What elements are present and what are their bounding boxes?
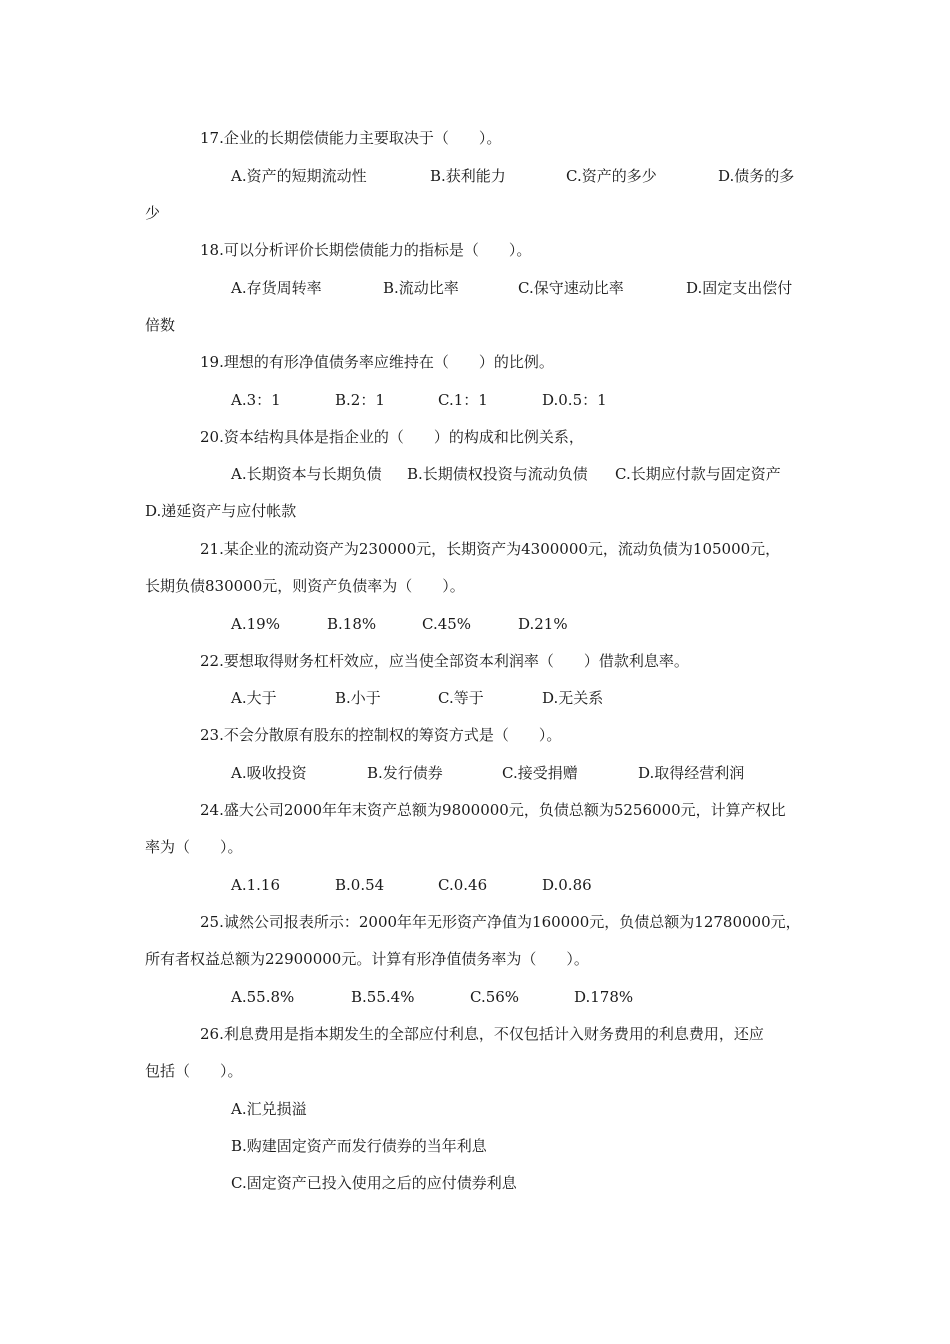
q19-option-c: C.1：1: [438, 391, 488, 409]
q24-option-a: A.1.16: [231, 876, 280, 894]
question-21-stem-line-1: 21.某企业的流动资产为230000元，长期资产为4300000元，流动负债为105000元，: [200, 540, 781, 558]
q24-option-d: D.0.86: [542, 876, 592, 894]
q21-option-c: C.45%: [422, 615, 472, 633]
q21-option-a: A.19%: [231, 615, 280, 633]
q26-option-c: C.固定资产已投入使用之后的应付债券利息: [231, 1174, 517, 1192]
q25-option-b: B.55.4%: [351, 988, 415, 1006]
q20-option-b: B.长期债权投资与流动负债: [407, 465, 588, 483]
q23-option-c: C.接受捐赠: [502, 764, 578, 782]
q18-option-c: C.保守速动比率: [518, 279, 624, 297]
question-19-stem: 19.理想的有形净值债务率应维持在（ ）的比例。: [200, 353, 554, 371]
q17-option-b: B.获利能力: [430, 167, 506, 185]
question-21-stem-line-2: 长期负债830000元，则资产负债率为（ ）。: [145, 577, 465, 595]
q23-option-d: D.取得经营利润: [638, 764, 745, 782]
q22-option-c: C.等于: [438, 689, 484, 707]
question-26-stem-line-2: 包括（ ）。: [145, 1062, 243, 1080]
q26-option-a: A.汇兑损溢: [231, 1100, 307, 1118]
q17-option-c: C.资产的多少: [566, 167, 657, 185]
q25-option-d: D.178%: [574, 988, 634, 1006]
q17-option-a: A.资产的短期流动性: [231, 167, 367, 185]
q20-option-d: D.递延资产与应付帐款: [145, 502, 297, 520]
q22-option-d: D.无关系: [542, 689, 604, 707]
q21-option-d: D.21%: [518, 615, 568, 633]
q20-option-a: A.长期资本与长期负债: [231, 465, 382, 483]
q22-option-b: B.小于: [335, 689, 381, 707]
question-18-stem: 18.可以分析评价长期偿债能力的指标是（ ）。: [200, 241, 532, 259]
q19-option-d: D.0.5：1: [542, 391, 607, 409]
question-22-stem: 22.要想取得财务杠杆效应，应当使全部资本利润率（ ）借款利息率。: [200, 652, 689, 670]
q22-option-a: A.大于: [231, 689, 277, 707]
q19-option-a: A.3：1: [231, 391, 281, 409]
q17-option-d-continuation: 少: [145, 204, 161, 222]
q17-option-d: D.债务的多: [718, 167, 795, 185]
q18-option-d: D.固定支出偿付: [686, 279, 793, 297]
q25-option-c: C.56%: [470, 988, 520, 1006]
question-25-stem-line-1: 25.诚然公司报表所示：2000年年无形资产净值为160000元，负债总额为12780000元，: [200, 913, 801, 931]
question-20-stem: 20.资本结构具体是指企业的（ ）的构成和比例关系，: [200, 428, 584, 446]
q20-option-c: C.长期应付款与固定资产: [615, 465, 781, 483]
q18-option-b: B.流动比率: [383, 279, 459, 297]
q25-option-a: A.55.8%: [231, 988, 295, 1006]
question-24-stem-line-2: 率为（ ）。: [145, 838, 243, 856]
question-23-stem: 23.不会分散原有股东的控制权的筹资方式是（ ）。: [200, 726, 562, 744]
question-17-stem: 17.企业的长期偿债能力主要取决于（ ）。: [200, 129, 502, 147]
question-25-stem-line-2: 所有者权益总额为22900000元。计算有形净值债务率为（ ）。: [145, 950, 589, 968]
question-26-stem-line-1: 26.利息费用是指本期发生的全部应付利息，不仅包括计入财务费用的利息费用，还应: [200, 1025, 764, 1043]
q18-option-d-continuation: 倍数: [145, 316, 176, 334]
q21-option-b: B.18%: [327, 615, 377, 633]
q18-option-a: A.存货周转率: [231, 279, 322, 297]
q24-option-c: C.0.46: [438, 876, 488, 894]
q24-option-b: B.0.54: [335, 876, 385, 894]
q19-option-b: B.2：1: [335, 391, 385, 409]
q26-option-b: B.购建固定资产而发行债券的当年利息: [231, 1137, 487, 1155]
question-24-stem-line-1: 24.盛大公司2000年年末资产总额为9800000元，负债总额为5256000元，计算产权比: [200, 801, 786, 819]
q23-option-a: A.吸收投资: [231, 764, 307, 782]
q23-option-b: B.发行债券: [367, 764, 443, 782]
